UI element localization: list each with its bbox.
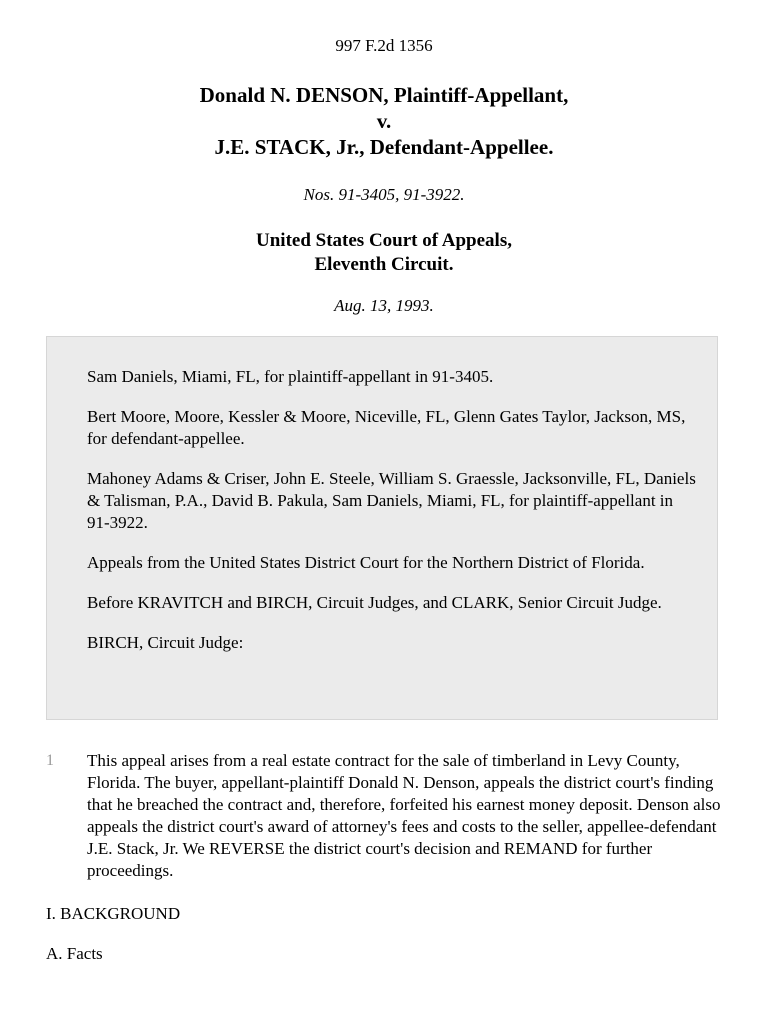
case-citation: 997 F.2d 1356 [335, 36, 433, 55]
section-heading: I. BACKGROUND [46, 904, 181, 923]
title-appellee: J.E. STACK, Jr., Defendant-Appellee. [214, 135, 554, 159]
paragraph-number: 1 [46, 752, 54, 769]
counsel-appellant-91-3405: Sam Daniels, Miami, FL, for plaintiff-appellant in 91-3405. [87, 367, 494, 386]
title-versus: v. [376, 109, 392, 133]
decision-date: Aug. 13, 1993. [334, 296, 434, 315]
counsel-appellee: Bert Moore, Moore, Kessler & Moore, Niceville, FL, Glenn Gates Taylor, Jackson, MS, for defendant-appellee. [87, 407, 686, 448]
court-name-line2: Eleventh Circuit. [314, 254, 454, 275]
court-name [0, 229, 768, 277]
counsel-appellant-91-3922: Mahoney Adams & Criser, John E. Steele, William S. Graessle, Jacksonville, FL, Daniels & Talisman, P.A., David B. Pakula, Sam Daniels, Miami, FL, for plaintiff-appellant in 91-3922. [87, 469, 696, 532]
court-name-line1: United States Court of Appeals, [256, 230, 512, 251]
counsel-box [46, 336, 718, 720]
opinion-paragraph [46, 750, 726, 882]
panel-judges: Before KRAVITCH and BIRCH, Circuit Judges, and CLARK, Senior Circuit Judge. [87, 593, 662, 612]
docket-numbers: Nos. 91-3405, 91-3922. [303, 185, 465, 204]
case-title [0, 82, 768, 160]
paragraph-text: This appeal arises from a real estate contract for the sale of timberland in Levy County, Florida. The buyer, appellant-plaintiff Donald N. Denson, appeals the district court's finding that he breached the contract and, therefore, forfeited his earnest money deposit. Denson also appeals the district court's award of attorney's fees and costs to the seller, appellee-defendant J.E. Stack, Jr. We REVERSE the district court's decision and REMAND for further proceedings. [87, 751, 721, 880]
appeal-origin: Appeals from the United States District Court for the Northern District of Florida. [87, 553, 645, 572]
title-appellant: Donald N. DENSON, Plaintiff-Appellant, [199, 83, 569, 107]
opinion-author: BIRCH, Circuit Judge: [87, 633, 244, 652]
subsection-heading: A. Facts [46, 944, 103, 963]
